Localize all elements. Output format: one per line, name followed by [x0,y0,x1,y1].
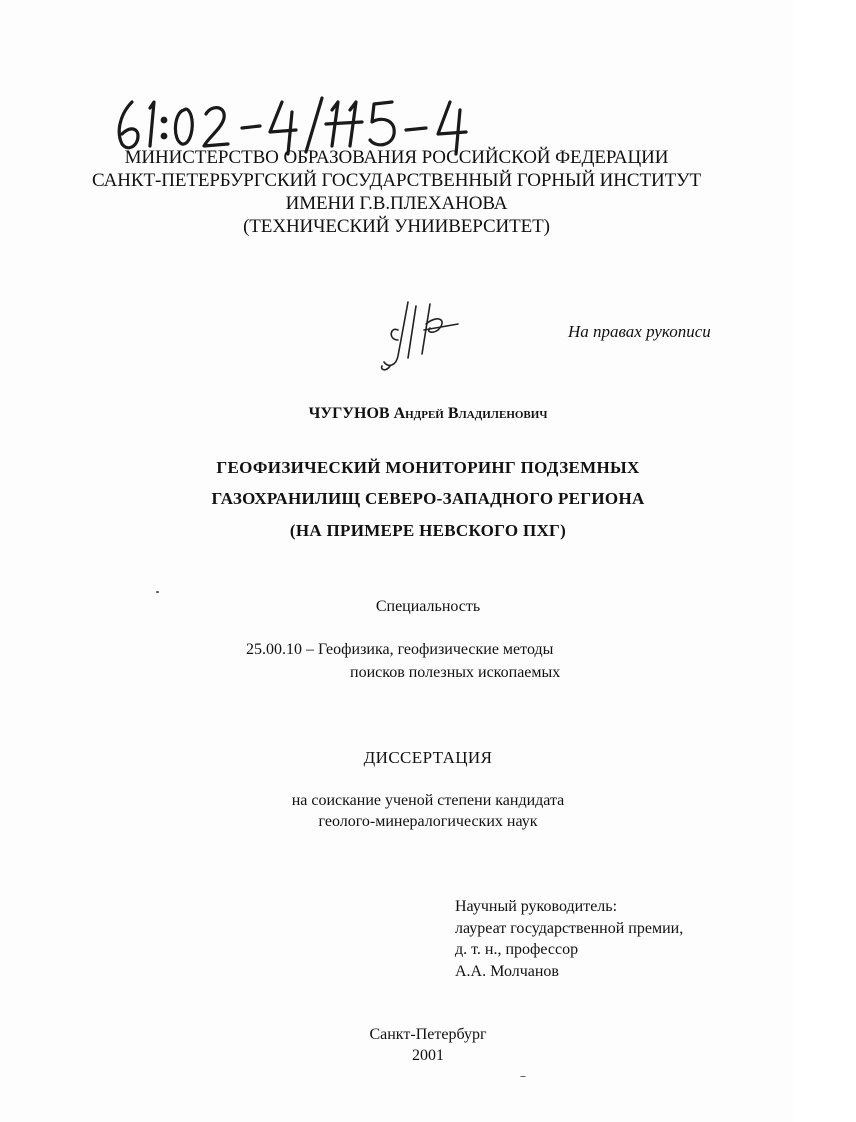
supervisor-line-2: лауреат государственной премии, [455,920,684,937]
ministry-line-4: (ТЕХНИЧЕСКИЙ УНИИВЕРСИТЕТ) [243,216,550,237]
author-given-names: Андрей Владиленович [393,405,548,422]
degree-line-1: на соискание ученой степени кандидата [291,792,565,809]
ministry-line-3: ИМЕНИ Г.В.ПЛЕХАНОВА [285,193,508,214]
author-name [0,405,856,423]
scan-speck [520,1076,526,1077]
specialty-code-line-2: поисков полезных ископаемых [350,664,561,681]
degree-line-2: геолого-минералогических наук [318,813,538,830]
ministry-line-1: МИНИСТЕРСТВО ОБРАЗОВАНИЯ РОССИЙСКОЙ ФЕДЕРАЦИИ [124,147,669,168]
specialty-code-line-1: 25.00.10 – Геофизика, геофизические методы [246,641,554,658]
rights-note: На правах рукописи [568,322,711,341]
title-line-2: ГАЗОХРАНИЛИЩ СЕВЕРО-ЗАПАДНОГО РЕГИОНА [211,489,645,508]
place: Санкт-Петербург [369,1026,487,1043]
supervisor-line-3: д. т. н., профессор [455,941,579,958]
archive-code-text: 61:02-4/115-4 [110,75,201,92]
specialty-label: Специальность [375,598,481,615]
signature [368,296,468,376]
scan-speck [156,591,159,593]
ministry-line-2: САНКТ-ПЕТЕРБУРГСКИЙ ГОСУДАРСТВЕННЫЙ ГОРНЫЙ ИНСТИТУТ [92,170,701,191]
document-type: ДИССЕРТАЦИЯ [363,748,493,767]
author-surname: ЧУГУНОВ [308,405,390,422]
title-line-1: ГЕОФИЗИЧЕСКИЙ МОНИТОРИНГ ПОДЗЕМНЫХ [216,458,640,477]
title-line-3: (НА ПРИМЕРЕ НЕВСКОГО ПХГ) [289,521,567,540]
supervisor-line-1: Научный руководитель: [455,898,618,915]
supervisor-name: А.А. Молчанов [455,963,559,980]
year: 2001 [412,1047,444,1064]
